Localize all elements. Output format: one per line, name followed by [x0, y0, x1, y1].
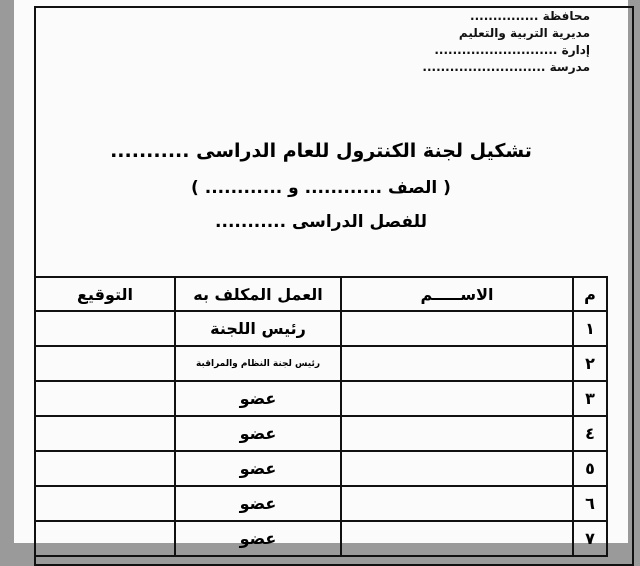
- task-cell: رئيس اللجنة: [175, 311, 341, 346]
- school-line: مدرسة ...........................: [422, 60, 590, 74]
- name-cell[interactable]: [341, 416, 573, 451]
- task-cell: عضو: [175, 486, 341, 521]
- grade-line: ( الصف ............ و ............ ): [191, 178, 451, 198]
- signature-cell[interactable]: [35, 381, 175, 416]
- name-cell[interactable]: [341, 311, 573, 346]
- table-row: [35, 521, 607, 556]
- committee-table: [34, 276, 608, 557]
- name-cell[interactable]: [341, 451, 573, 486]
- administration-line: إدارة ...........................: [434, 43, 590, 57]
- table-row: [35, 416, 607, 451]
- signature-cell[interactable]: [35, 346, 175, 381]
- document-title: تشكيل لجنة الكنترول للعام الدراسى ...........: [110, 140, 532, 162]
- table-row: [35, 346, 607, 381]
- table-row: [35, 451, 607, 486]
- name-cell[interactable]: [341, 381, 573, 416]
- name-cell[interactable]: [341, 486, 573, 521]
- term-line: للفصل الدراسى ...........: [215, 212, 427, 232]
- directorate-line: مديرية التربية والتعليم: [458, 26, 590, 40]
- signature-cell[interactable]: [35, 311, 175, 346]
- name-cell[interactable]: [341, 346, 573, 381]
- row-number: ٥: [573, 451, 607, 486]
- column-header-number: م: [573, 277, 607, 311]
- column-header-signature: التوقيع: [35, 277, 175, 311]
- name-cell[interactable]: [341, 521, 573, 556]
- task-cell: عضو: [175, 521, 341, 556]
- row-number: ٢: [573, 346, 607, 381]
- row-number: ٤: [573, 416, 607, 451]
- table-row: [35, 311, 607, 346]
- task-cell: عضو: [175, 381, 341, 416]
- task-cell: عضو: [175, 416, 341, 451]
- column-header-task: العمل المكلف به: [175, 277, 341, 311]
- table-row: [35, 381, 607, 416]
- row-number: ٣: [573, 381, 607, 416]
- signature-cell[interactable]: [35, 521, 175, 556]
- table-header-row: [35, 277, 607, 311]
- signature-cell[interactable]: [35, 451, 175, 486]
- row-number: ٧: [573, 521, 607, 556]
- task-cell: عضو: [175, 451, 341, 486]
- signature-cell[interactable]: [35, 416, 175, 451]
- header-block: [422, 8, 590, 76]
- signature-cell[interactable]: [35, 486, 175, 521]
- task-cell: رئيس لجنة النظام والمراقبة: [175, 346, 341, 381]
- column-header-name: الاســـــم: [341, 277, 573, 311]
- row-number: ١: [573, 311, 607, 346]
- table-row: [35, 486, 607, 521]
- governorate-line: محافظة ...............: [470, 9, 590, 23]
- row-number: ٦: [573, 486, 607, 521]
